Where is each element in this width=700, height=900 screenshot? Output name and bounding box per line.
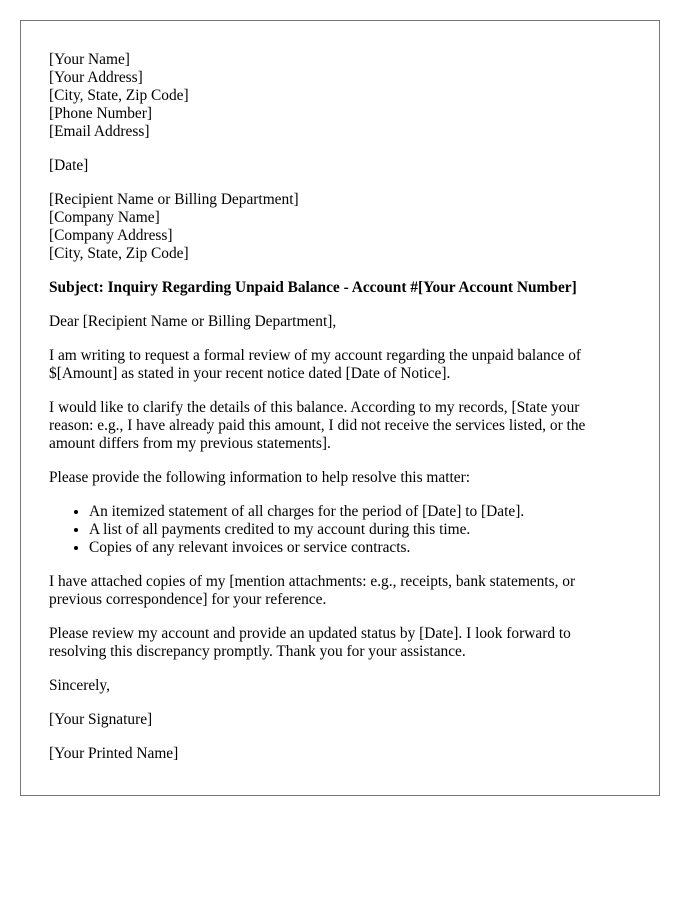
paragraph-line: Please review my account and provide an updated status by [Date]. I look forward to xyxy=(49,625,571,642)
paragraph-line: amount differs from my previous statements]. xyxy=(49,435,331,452)
paragraph-line: reason: e.g., I have already paid this amount, I did not receive the services listed, or the xyxy=(49,417,586,434)
subject-line: Subject: Inquiry Regarding Unpaid Balance - Account #[Your Account Number] xyxy=(49,279,577,296)
paragraph-request-review xyxy=(49,347,631,383)
signature-placeholder: [Your Signature] xyxy=(49,711,153,728)
recipient-city-state-zip: [City, State, Zip Code] xyxy=(49,245,189,262)
sender-address: [Your Address] xyxy=(49,69,143,86)
paragraph-attachments xyxy=(49,573,631,609)
paragraph-line: I would like to clarify the details of this balance. According to my records, [State your xyxy=(49,399,580,416)
sender-phone: [Phone Number] xyxy=(49,105,153,122)
paragraph-line: previous correspondence] for your reference. xyxy=(49,591,327,608)
paragraph-clarify xyxy=(49,399,631,453)
recipient-company: [Company Name] xyxy=(49,209,160,226)
paragraph-provide-info: Please provide the following information to help resolve this matter: xyxy=(49,469,471,486)
sender-name: [Your Name] xyxy=(49,51,130,68)
list-item: • Copies of any relevant invoices or service contracts. xyxy=(89,539,631,557)
paragraph-line: resolving this discrepancy promptly. Thank you for your assistance. xyxy=(49,643,466,660)
paragraph-review-request xyxy=(49,625,631,661)
recipient-address: [Company Address] xyxy=(49,227,173,244)
sender-email: [Email Address] xyxy=(49,123,150,140)
list-item: • A list of all payments credited to my account during this time. xyxy=(89,521,631,539)
letter-date: [Date] xyxy=(49,157,89,174)
printed-name: [Your Printed Name] xyxy=(49,745,179,762)
sender-block xyxy=(49,51,631,141)
list-item: • An itemized statement of all charges for the period of [Date] to [Date]. xyxy=(89,503,631,521)
date-block xyxy=(49,157,631,175)
recipient-block xyxy=(49,191,631,263)
paragraph-line: I have attached copies of my [mention attachments: e.g., receipts, bank statements, or xyxy=(49,573,576,590)
salutation: Dear [Recipient Name or Billing Department], xyxy=(49,313,337,330)
sender-city-state-zip: [City, State, Zip Code] xyxy=(49,87,189,104)
paragraph-line: I am writing to request a formal review of my account regarding the unpaid balance of xyxy=(49,347,582,364)
request-list xyxy=(49,503,631,557)
signoff: Sincerely, xyxy=(49,677,110,694)
recipient-name: [Recipient Name or Billing Department] xyxy=(49,191,299,208)
paragraph-line: $[Amount] as stated in your recent notice dated [Date of Notice]. xyxy=(49,365,451,382)
letter-page xyxy=(20,20,660,796)
